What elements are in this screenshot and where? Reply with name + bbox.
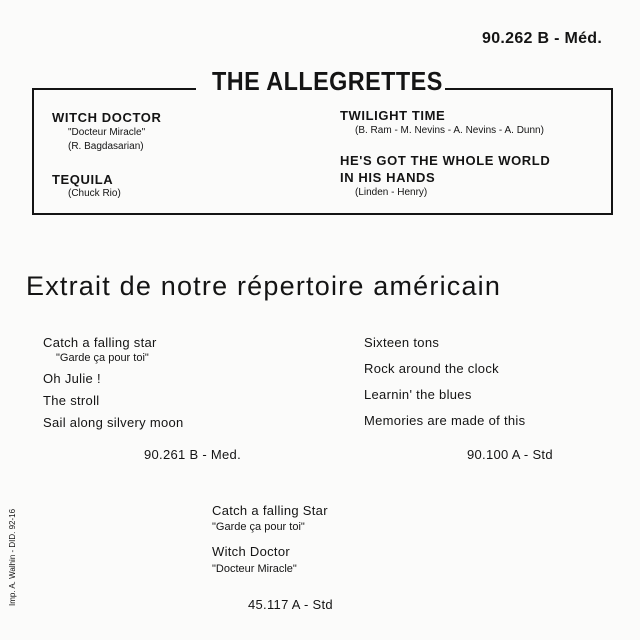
list-item: Rock around the clock: [364, 361, 499, 376]
left-catalog-number: 90.261 B - Med.: [144, 447, 241, 462]
list-item: Sixteen tons: [364, 335, 440, 350]
artist-name: THE ALLEGRETTES: [212, 66, 443, 96]
list-item: Catch a falling star: [43, 335, 157, 350]
list-item: Learnin' the blues: [364, 387, 472, 402]
list-item-subtitle: "Docteur Miracle": [212, 563, 297, 575]
song-credit-tequila: (Chuck Rio): [68, 188, 121, 199]
list-item: Memories are made of this: [364, 413, 526, 428]
printer-imprint: Imp. A. Walhin - DID. 92-16: [8, 508, 17, 606]
list-item: Witch Doctor: [212, 544, 291, 559]
song-credit-twilight-time: (B. Ram - M. Nevins - A. Nevins - A. Dunn): [355, 125, 544, 136]
list-item: Oh Julie !: [43, 371, 101, 386]
song-subtitle-witch-doctor: "Docteur Miracle": [68, 127, 146, 138]
repertoire-heading: Extrait de notre répertoire américain: [26, 271, 502, 301]
right-catalog-number: 90.100 A - Std: [467, 447, 553, 462]
list-item-subtitle: "Garde ça pour toi": [212, 521, 305, 533]
song-title-whole-world-line1: HE'S GOT THE WHOLE WORLD: [340, 153, 551, 168]
song-title-twilight-time: TWILIGHT TIME: [340, 108, 446, 123]
song-title-whole-world-line2: IN HIS HANDS: [340, 170, 436, 185]
song-title-tequila: TEQUILA: [52, 172, 114, 187]
center-catalog-number: 45.117 A - Std: [248, 597, 333, 612]
list-item-subtitle: "Garde ça pour toi": [56, 352, 149, 364]
list-item: Catch a falling Star: [212, 503, 328, 518]
top-catalog-number: 90.262 B - Méd.: [482, 30, 603, 47]
list-item: Sail along silvery moon: [43, 415, 184, 430]
song-title-witch-doctor: WITCH DOCTOR: [52, 110, 162, 125]
song-credit-whole-world: (Linden - Henry): [355, 187, 428, 198]
song-credit-witch-doctor: (R. Bagdasarian): [68, 141, 144, 152]
list-item: The stroll: [43, 393, 100, 408]
